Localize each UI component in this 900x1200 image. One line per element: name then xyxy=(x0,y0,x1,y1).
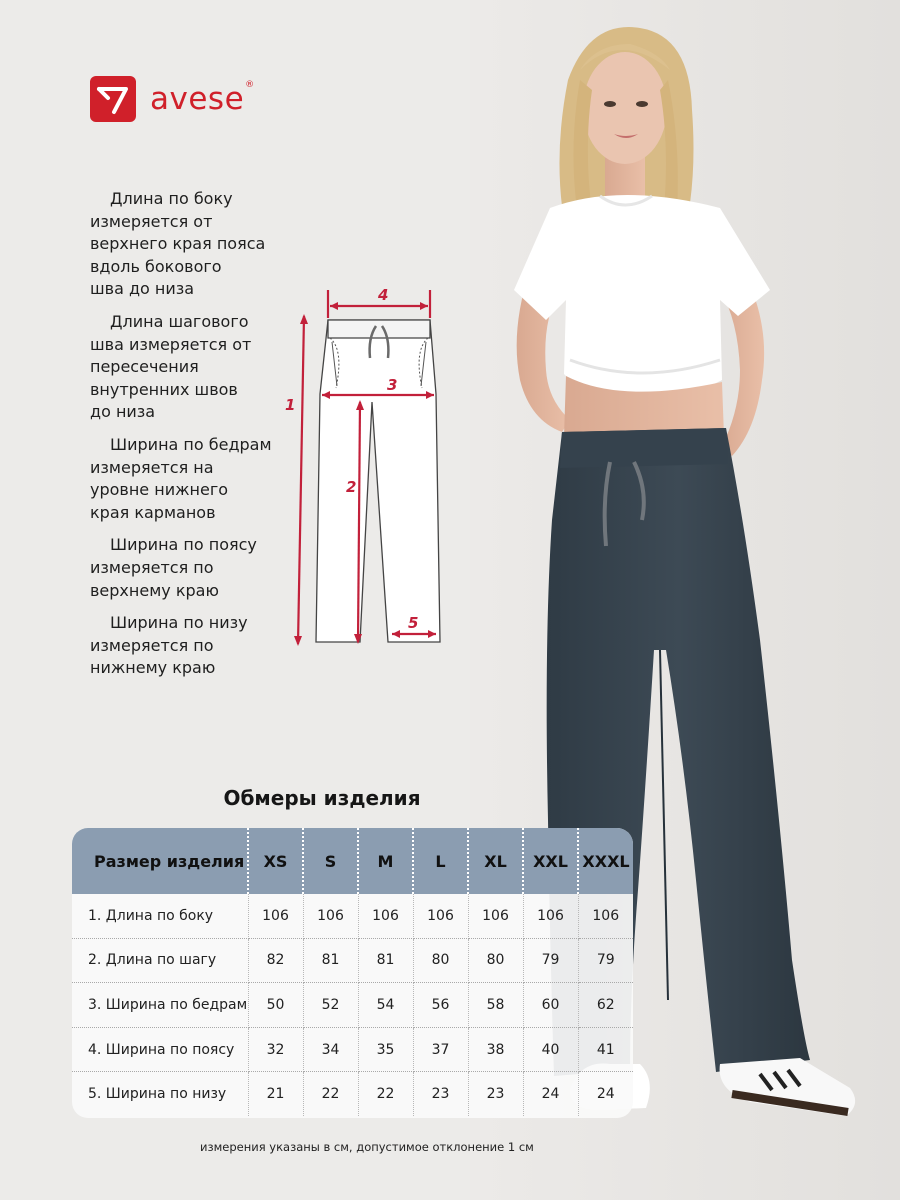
table-row xyxy=(72,1072,633,1116)
pants-measurement-diagram xyxy=(284,278,454,658)
note-inseam-length: Длина шагового шва измеряется от пересечения внутренних швов до низа xyxy=(90,311,252,422)
table-row xyxy=(72,983,633,1028)
avese-logo-icon xyxy=(90,76,136,122)
cell-value: 80 xyxy=(468,938,523,983)
diagram-label-3: 3 xyxy=(387,376,398,394)
cell-value: 38 xyxy=(468,1027,523,1072)
cell-value: 40 xyxy=(523,1027,578,1072)
cell-value: 106 xyxy=(413,894,468,938)
table-title: Обмеры изделия xyxy=(223,786,421,810)
diagram-label-5: 5 xyxy=(408,614,419,632)
cell-value: 23 xyxy=(468,1072,523,1116)
table-row xyxy=(72,938,633,983)
brand-registered-mark: ® xyxy=(245,80,255,90)
diagram-label-1: 1 xyxy=(285,396,296,414)
cell-value: 56 xyxy=(413,983,468,1028)
header-size-xxl: XXL xyxy=(523,828,578,894)
cell-value: 62 xyxy=(578,983,633,1028)
header-size-xxxl: XXXL xyxy=(578,828,633,894)
header-size-label: Размер изделия xyxy=(72,828,248,894)
cell-value: 106 xyxy=(303,894,358,938)
cell-value: 23 xyxy=(413,1072,468,1116)
table-row xyxy=(72,894,633,938)
size-table xyxy=(72,828,633,1118)
cell-value: 37 xyxy=(413,1027,468,1072)
cell-value: 32 xyxy=(248,1027,303,1072)
row-label: 1. Длина по боку xyxy=(72,894,248,938)
cell-value: 106 xyxy=(578,894,633,938)
header-size-xl: XL xyxy=(468,828,523,894)
cell-value: 79 xyxy=(578,938,633,983)
footnote: измерения указаны в см, допустимое отклонение 1 см xyxy=(200,1140,534,1154)
cell-value: 35 xyxy=(358,1027,413,1072)
note-hip-width: Ширина по бедрам измеряется на уровне нижнего края карманов xyxy=(90,434,272,522)
cell-value: 79 xyxy=(523,938,578,983)
diagram-label-2: 2 xyxy=(346,478,357,496)
cell-value: 58 xyxy=(468,983,523,1028)
header-size-m: M xyxy=(358,828,413,894)
cell-value: 52 xyxy=(303,983,358,1028)
row-label: 4. Ширина по поясу xyxy=(72,1027,248,1072)
cell-value: 106 xyxy=(468,894,523,938)
header-size-xs: XS xyxy=(248,828,303,894)
cell-value: 34 xyxy=(303,1027,358,1072)
cell-value: 80 xyxy=(413,938,468,983)
cell-value: 106 xyxy=(358,894,413,938)
cell-value: 24 xyxy=(596,1086,615,1103)
cell-value: 24 xyxy=(523,1072,578,1116)
table-row xyxy=(72,1027,633,1072)
cell-value: 82 xyxy=(248,938,303,983)
cell-value: 22 xyxy=(358,1072,413,1116)
brand-logo xyxy=(90,76,254,122)
cell-value: 41 xyxy=(578,1027,633,1072)
header-size-l: L xyxy=(413,828,468,894)
header-size-s: S xyxy=(303,828,358,894)
cell-value: 81 xyxy=(303,938,358,983)
cell-value: 106 xyxy=(248,894,303,938)
cell-value: 50 xyxy=(248,983,303,1028)
measurement-notes xyxy=(90,188,270,690)
note-waist-width: Ширина по поясу измеряется по верхнему краю xyxy=(90,535,257,600)
cell-value: 21 xyxy=(248,1072,303,1116)
cell-value: 22 xyxy=(303,1072,358,1116)
row-label: 2. Длина по шагу xyxy=(72,938,248,983)
note-hem-width: Ширина по низу измеряется по нижнему краю xyxy=(90,613,248,678)
brand-name: avese xyxy=(150,81,245,117)
row-label: 5. Ширина по низу xyxy=(72,1072,248,1116)
cell-value: 54 xyxy=(358,983,413,1028)
cell-value: 106 xyxy=(523,894,578,938)
cell-value: 81 xyxy=(358,938,413,983)
cell-value: 60 xyxy=(523,983,578,1028)
table-header-row xyxy=(72,828,633,894)
note-side-length: Длина по боку измеряется от верхнего края пояса вдоль бокового шва до низа xyxy=(90,189,266,299)
diagram-label-4: 4 xyxy=(378,286,389,304)
row-label: 3. Ширина по бедрам xyxy=(72,983,248,1028)
